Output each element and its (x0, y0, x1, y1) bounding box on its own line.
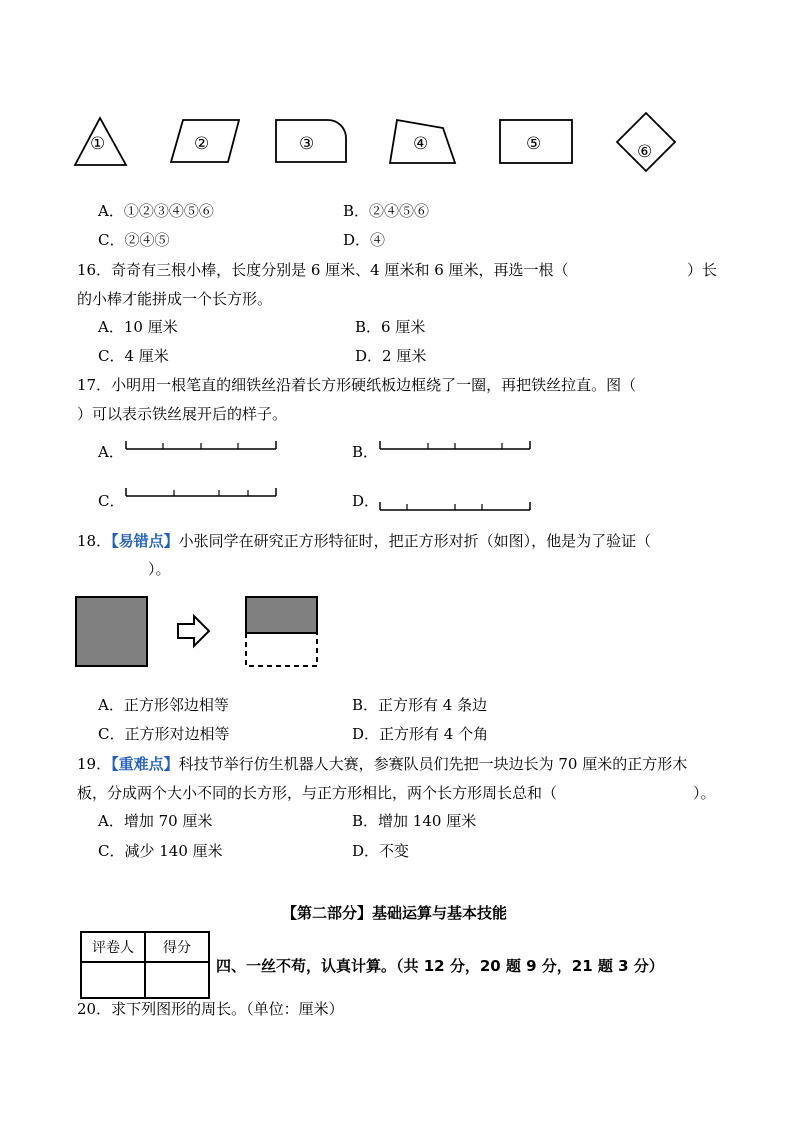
square-folded-bottom-dashed (246, 633, 317, 666)
q15-option-a[interactable]: A．①②③④⑤⑥ (98, 202, 214, 220)
q18-option-c[interactable]: C．正方形对边相等 (98, 725, 230, 743)
score-cell-score[interactable] (145, 962, 209, 998)
q16-option-a[interactable]: A．10 厘米 (98, 318, 178, 336)
q17-text-line2: ）可以表示铁丝展开后的样子。 (77, 405, 288, 423)
q18-text-line1 (77, 530, 651, 551)
q19-text-line2: 板，分成两个大小不同的长方形，与正方形相比，两个长方形周长总和（ (77, 784, 558, 802)
shape-label-1: ① (90, 134, 106, 154)
q16-text-line1: 16．奇奇有三根小棒，长度分别是 6 厘米、4 厘米和 6 厘米，再选一根（ (77, 261, 569, 279)
q19-option-a[interactable]: A．增加 70 厘米 (98, 812, 213, 830)
q17-option-a[interactable]: A． (98, 443, 124, 461)
q19-stem: 科技节举行仿生机器人大赛，参赛队员们先把一块边长为 70 厘米的正方形木 (178, 755, 688, 773)
arrow-right-icon (178, 616, 209, 646)
shape-label-4: ④ (413, 134, 429, 154)
q17-wire-c (126, 484, 286, 504)
shapes-row (0, 108, 800, 188)
shape-label-3: ③ (299, 134, 315, 154)
q17-text-line1: 17．小明用一根笔直的细铁丝沿着长方形硬纸板边框绕了一圈，再把铁丝拉直。图（ (77, 376, 637, 394)
part2-title: 【第二部分】基础运算与基本技能 (282, 904, 508, 922)
q19-text-line2-end: ）。 (693, 784, 716, 802)
q17-option-b[interactable]: B． (352, 443, 379, 461)
q17-wire-a (126, 437, 286, 457)
square-folded-top (246, 597, 317, 633)
q17-wire-d (380, 498, 540, 518)
section-title: 四、一丝不苟，认真计算。（共 12 分，20 题 9 分，21 题 3 分） (216, 957, 664, 975)
q18-option-a[interactable]: A．正方形邻边相等 (98, 696, 229, 714)
score-header-score: 得分 (145, 932, 209, 962)
q15-option-d[interactable]: D．④ (343, 231, 386, 249)
q16-text-line2: 的小棒才能拼成一个长方形。 (77, 290, 273, 308)
q19-tag: 【重难点】 (111, 755, 179, 773)
score-table (80, 931, 210, 999)
q16-option-c[interactable]: C．4 厘米 (98, 347, 169, 365)
q19-option-b[interactable]: B．增加 140 厘米 (352, 812, 477, 830)
shape-label-5: ⑤ (526, 134, 542, 154)
q18-fold-figure (75, 596, 415, 676)
q20-text: 20．求下列图形的周长。（单位：厘米） (77, 1000, 344, 1018)
q17-option-c[interactable]: C． (98, 492, 125, 510)
score-header-grader: 评卷人 (81, 932, 145, 962)
shape-label-2: ② (194, 134, 210, 154)
q19-option-c[interactable]: C．减少 140 厘米 (98, 842, 223, 860)
square-full (76, 597, 147, 666)
score-cell-grader[interactable] (81, 962, 145, 998)
q16-option-b[interactable]: B．6 厘米 (355, 318, 426, 336)
q18-tag: 【易错点】 (111, 532, 179, 550)
q19-option-d[interactable]: D．不变 (352, 842, 410, 860)
shape-label-6: ⑥ (637, 142, 653, 162)
q19-number: 19． (77, 755, 112, 773)
q16-text-line1-end: ）长 (687, 261, 718, 279)
q17-option-d[interactable]: D． (352, 492, 380, 510)
q16-option-d[interactable]: D．2 厘米 (355, 347, 427, 365)
q15-option-b[interactable]: B．②④⑤⑥ (343, 202, 430, 220)
q18-option-d[interactable]: D．正方形有 4 个角 (352, 725, 489, 743)
q19-text-line1 (77, 753, 687, 774)
q18-text-line2: ）。 (148, 560, 171, 578)
q18-option-b[interactable]: B．正方形有 4 条边 (352, 696, 488, 714)
q17-wire-b (380, 437, 540, 457)
q18-number: 18． (77, 532, 112, 550)
q15-option-c[interactable]: C．②④⑤ (98, 231, 170, 249)
q18-stem: 小张同学在研究正方形特征时，把正方形对折（如图），他是为了验证（ (178, 532, 652, 550)
